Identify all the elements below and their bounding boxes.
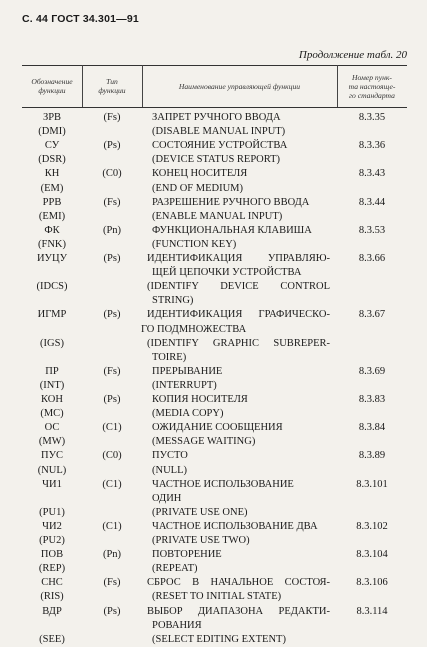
function-code: ВДР — [42, 605, 62, 617]
function-code: (IDCS) — [36, 281, 68, 293]
function-name: РОВАНИЯ — [152, 619, 202, 631]
function-type: (Fs) — [103, 112, 121, 123]
function-name: ПОВТОРЕНИЕ — [152, 549, 222, 561]
function-name: ОДИН — [152, 492, 182, 504]
function-name: (INTERRUPT) — [152, 379, 217, 391]
function-code: (NUL) — [37, 464, 67, 476]
function-code: ЧИ2 — [42, 520, 62, 532]
function-name: ОЖИДАНИЕ СООБЩЕНИЯ — [152, 422, 283, 434]
function-name: (SELECT EDITING EXTENT) — [152, 633, 286, 645]
clause-number: 8.3.83 — [358, 394, 386, 405]
function-name: (RESET TO INITIAL STATE) — [152, 591, 282, 603]
clause-number: 8.3.84 — [358, 422, 386, 434]
function-name: (DEVICE STATUS REPORT) — [152, 154, 281, 166]
function-name: РАЗРЕШЕНИЕ РУЧНОГО ВВОДА — [152, 196, 310, 208]
function-type: (Fs) — [103, 365, 121, 377]
function-type: (Pn) — [102, 224, 122, 236]
function-code: ИУЦУ — [36, 253, 68, 264]
function-code: ПУС — [40, 450, 64, 462]
function-name: ПУСТО — [152, 450, 188, 462]
function-name: СОСТОЯНИЕ УСТРОЙСТВА — [152, 140, 288, 152]
function-code: ОС — [44, 422, 60, 434]
function-code: ПОВ — [40, 549, 64, 561]
function-name: (END OF MEDIUM) — [152, 182, 243, 194]
function-code: ЗРВ — [42, 112, 62, 123]
function-name: ИДЕНТИФИКАЦИЯ ГРАФИЧЕСКО- — [147, 309, 330, 321]
function-name: ПРЕРЫВАНИЕ — [152, 365, 223, 377]
function-name: ИДЕНТИФИКАЦИЯ УПРАВЛЯЮ- — [147, 253, 330, 264]
function-code: (EMI) — [38, 210, 66, 222]
function-name: STRING) — [152, 295, 194, 307]
function-type: (С1) — [102, 520, 122, 532]
function-code: КН — [44, 168, 60, 180]
clause-number: 8.3.44 — [358, 196, 386, 208]
function-code: СНС — [41, 577, 63, 589]
clause-number: 8.3.67 — [358, 309, 386, 321]
clause-number: 8.3.102 — [356, 520, 388, 532]
function-type: (Fs) — [103, 196, 121, 208]
clause-number: 8.3.36 — [358, 140, 386, 152]
clause-number: 8.3.53 — [358, 224, 386, 236]
function-type: (Ps) — [103, 253, 121, 264]
function-code: (PU1) — [39, 506, 65, 518]
clause-number: 8.3.43 — [358, 168, 386, 180]
function-code: (EM) — [40, 182, 64, 194]
function-type: (Pn) — [102, 549, 122, 561]
header-type: Тип функции — [98, 77, 126, 95]
function-type: (Ps) — [103, 309, 121, 321]
clause-number: 8.3.106 — [356, 577, 388, 589]
function-name: (NULL) — [152, 464, 187, 476]
function-code: (FNK) — [38, 238, 66, 250]
function-name: (IDENTIFY DEVICE CONTROL — [147, 281, 330, 293]
clause-number: 8.3.66 — [358, 253, 386, 264]
function-type: (С0) — [102, 450, 122, 462]
function-type: (Ps) — [103, 394, 121, 405]
function-type: (С1) — [102, 422, 122, 434]
function-code: ЧИ1 — [42, 478, 62, 490]
clause-number: 8.3.114 — [356, 605, 388, 617]
function-code: ПР — [45, 365, 59, 377]
clause-number: 8.3.101 — [356, 478, 388, 490]
function-type: (Ps) — [103, 605, 121, 617]
function-code: ФК — [44, 224, 60, 236]
clause-number: 8.3.35 — [358, 112, 386, 123]
header-code: Обозначение функции — [31, 77, 73, 95]
function-name: (MEDIA COPY) — [152, 408, 224, 420]
function-code: РРВ — [42, 196, 62, 208]
function-type: (Ps) — [103, 140, 121, 152]
function-name: ГО ПОДМНОЖЕСТВА — [141, 323, 247, 335]
function-code: (DMI) — [38, 126, 66, 138]
clause-number: 8.3.89 — [358, 450, 386, 462]
function-code: ИГМР — [37, 309, 67, 321]
function-name: ВЫБОР ДИАПАЗОНА РЕДАКТИ- — [147, 605, 330, 617]
function-name: ФУНКЦИОНАЛЬНАЯ КЛАВИША — [152, 224, 312, 236]
clause-number: 8.3.69 — [358, 365, 386, 377]
header-clause: Номер пунк- та настояще- го стандарта — [348, 72, 396, 100]
function-code: КОН — [41, 394, 63, 405]
function-name: ЗАПРЕТ РУЧНОГО ВВОДА — [152, 112, 281, 123]
function-code: (IGS) — [40, 337, 64, 349]
table-continuation-label: Продолжение табл. 20 — [298, 49, 407, 61]
function-type: (Fs) — [103, 577, 121, 589]
function-code: (DSR) — [38, 154, 66, 166]
function-code: (RIS) — [40, 591, 64, 603]
function-name: (MESSAGE WAITING) — [152, 436, 256, 448]
function-name: (ENABLE MANUAL INPUT) — [152, 210, 283, 222]
function-name: ЧАСТНОЕ ИСПОЛЬЗОВАНИЕ — [152, 478, 294, 490]
function-name: КОПИЯ НОСИТЕЛЯ — [152, 394, 248, 405]
function-code: (INT) — [39, 379, 65, 391]
function-code: (REP) — [38, 563, 66, 575]
function-name: TOIRE) — [152, 351, 187, 363]
function-name: ЩЕЙ ЦЕПОЧКИ УСТРОЙСТВА — [152, 267, 302, 279]
function-type: (С0) — [102, 168, 122, 180]
function-code: СУ — [44, 140, 60, 152]
function-type: (С1) — [102, 478, 122, 490]
function-code: (PU2) — [39, 535, 65, 546]
function-name: СБРОС В НАЧАЛЬНОЕ СОСТОЯ- — [147, 577, 330, 589]
function-code: (SEE) — [39, 633, 65, 645]
clause-number: 8.3.104 — [356, 549, 388, 561]
function-name: ЧАСТНОЕ ИСПОЛЬЗОВАНИЕ ДВА — [152, 520, 318, 532]
header-bottom-rule — [22, 107, 407, 108]
header-name: Наименование управляющей функции — [178, 81, 301, 91]
function-table — [22, 65, 407, 645]
function-code: (MW) — [38, 436, 66, 448]
function-name: (PRIVATE USE ONE) — [152, 506, 248, 518]
function-name: (REPEAT) — [152, 563, 198, 575]
function-name: (DISABLE MANUAL INPUT) — [152, 126, 286, 138]
function-name: КОНЕЦ НОСИТЕЛЯ — [152, 168, 248, 180]
function-code: (MC) — [40, 408, 64, 420]
page-header: С. 44 ГОСТ 34.301—91 — [22, 13, 139, 25]
function-name: (FUNCTION KEY) — [152, 238, 237, 250]
function-name: (PRIVATE USE TWO) — [152, 535, 250, 546]
function-name: (IDENTIFY GRAPHIC SUBREPER- — [147, 337, 330, 349]
